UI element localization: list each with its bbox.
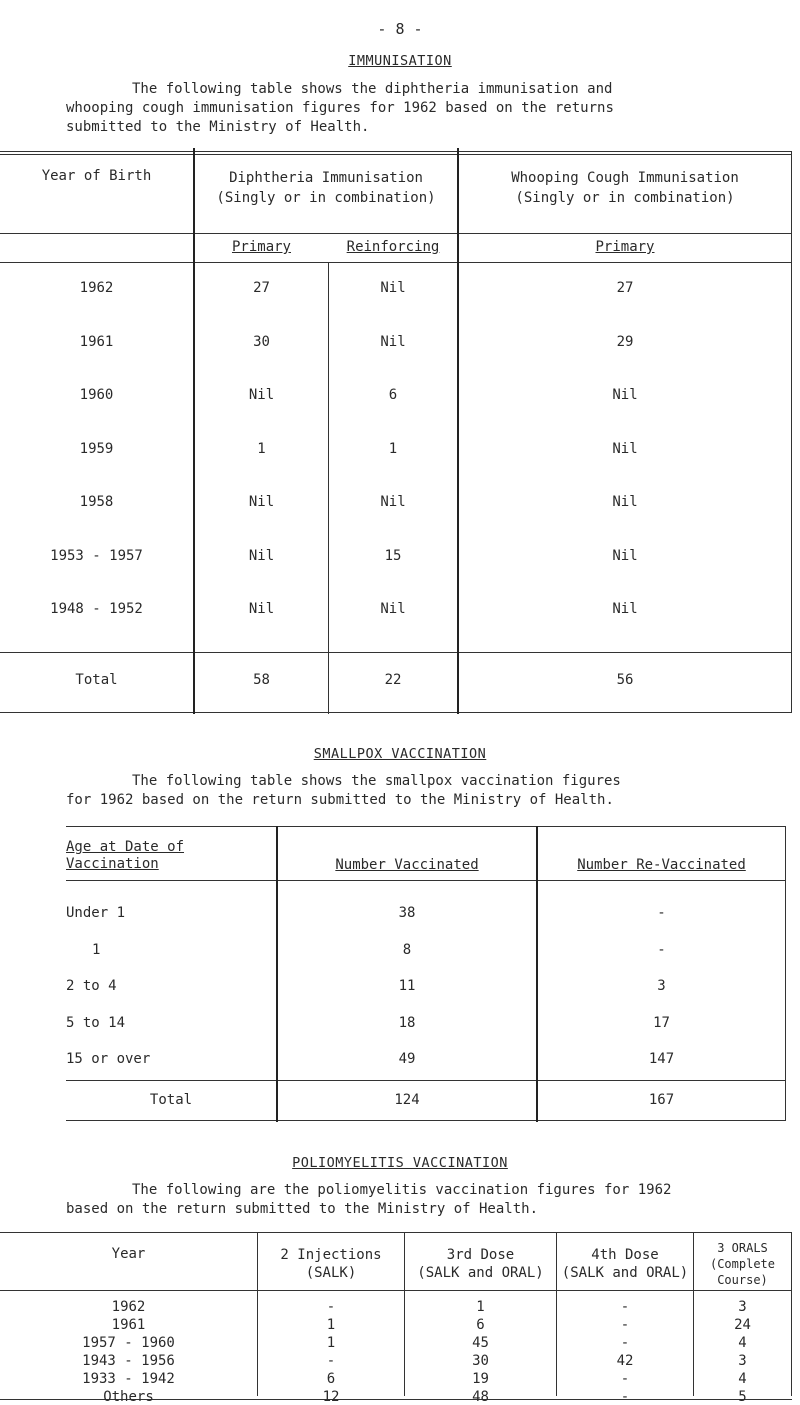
imm-row-reinforcing: 15 [384,548,402,564]
immunisation-heading: IMMUNISATION [348,53,452,69]
polio-row-orals: 24 [734,1317,751,1333]
sp-row-revacc: - [657,942,666,958]
imm-rule-top-2 [0,154,792,155]
imm-total-primary: 58 [253,672,270,688]
imm-col-whoop-line-1: Whooping Cough Immunisation [511,170,739,186]
sp-total-label: Total [149,1092,193,1108]
sp-row-age: 5 to 14 [66,1015,126,1031]
polio-col-3rd-line-2: (SALK and ORAL) [417,1265,544,1281]
imm-rule-bottom [0,712,792,713]
sp-row-age: 15 or over [66,1051,151,1067]
polio-col-orals-line-2: (Complete [709,1257,776,1271]
imm-vrule-4 [791,152,792,712]
sp-rule-bottom [66,1120,786,1121]
polio-intro-line-1: The following are the poliomyelitis vaccination figures for 1962 [132,1182,672,1198]
sp-row-vacc: 8 [402,942,412,958]
polio-col-orals-line-3: Course) [717,1273,768,1287]
immunisation-intro-line-2: whooping cough immunisation figures for 1962 based on the returns [66,100,614,116]
polio-col-inj-line-1: 2 Injections [280,1247,382,1263]
imm-row-year: 1959 [79,441,114,457]
imm-vrule-1 [193,148,195,714]
imm-col-whoop-line-2: (Singly or in combination) [515,190,735,206]
imm-rule-header [0,233,792,234]
imm-row-year: 1948 - 1952 [50,601,143,617]
imm-row-year: 1962 [79,280,114,296]
imm-row-primary: Nil [248,601,275,617]
imm-col-whoop [459,168,791,208]
imm-row-reinforcing: 6 [388,387,398,403]
sp-row-age: 1 [92,942,101,958]
immunisation-intro-line-1: The following table shows the diphtheria immunisation and [132,81,613,97]
polio-row-year: 1962 [111,1299,146,1315]
sp-row-vacc: 38 [398,905,416,921]
imm-total-reinforcing: 22 [384,672,402,688]
polio-row-3rd: 1 [476,1299,485,1315]
imm-total-label: Total [75,672,118,688]
sp-col-age [66,839,276,873]
polio-row-4th: - [620,1335,630,1351]
imm-row-whoop: Nil [612,548,638,564]
polio-col-3rd-line-1: 3rd Dose [446,1247,515,1263]
polio-row-orals: 4 [738,1335,747,1351]
polio-rule-header [0,1290,792,1291]
smallpox-intro [66,772,786,810]
imm-row-primary: Nil [248,548,275,564]
sp-vrule-3 [785,826,786,1120]
imm-row-primary: 30 [253,334,270,350]
polio-row-orals: 4 [738,1371,747,1387]
imm-row-year: 1960 [79,387,114,403]
imm-col-diph-line-2: (Singly or in combination) [216,190,436,206]
polio-col-4th [557,1246,693,1282]
sp-row-vacc: 49 [398,1051,416,1067]
imm-rule-top [0,151,792,152]
polio-row-3rd: 48 [472,1389,489,1405]
imm-col-diph [195,168,457,208]
polio-row-inj: 12 [322,1389,340,1405]
imm-rule-sub [0,262,792,263]
immunisation-intro [66,80,786,137]
smallpox-heading: SMALLPOX VACCINATION [313,746,487,762]
imm-rule-total [0,652,792,653]
imm-row-primary: 27 [253,280,270,296]
sp-rule-header [66,880,786,881]
imm-row-whoop: 29 [616,334,634,350]
polio-row-3rd: 19 [472,1371,489,1387]
sp-row-vacc: 18 [398,1015,416,1031]
sp-row-revacc: 17 [653,1015,670,1031]
polio-col-inj [258,1246,404,1282]
imm-sub-primary: Primary [231,239,291,255]
polio-rule-top [0,1232,792,1233]
sp-row-revacc: - [657,905,666,921]
polio-col-4th-line-2: (SALK and ORAL) [561,1265,689,1281]
polio-col-inj-line-2: (SALK) [305,1265,357,1281]
imm-row-reinforcing: 1 [388,441,398,457]
polio-col-orals-line-1: 3 ORALS [717,1241,768,1255]
polio-intro [66,1181,796,1219]
polio-row-3rd: 30 [472,1353,489,1369]
imm-row-year: 1961 [79,334,114,350]
polio-col-year: Year [111,1246,146,1262]
polio-row-4th: 42 [616,1353,634,1369]
polio-row-3rd: 45 [472,1335,489,1351]
polio-vrule-5 [791,1232,792,1396]
imm-total-whoop: 56 [616,672,634,688]
sp-col-revacc: Number Re-Vaccinated [577,857,746,873]
imm-row-whoop: Nil [612,441,638,457]
polio-row-inj: - [326,1299,336,1315]
sp-total-revacc: 167 [648,1092,675,1108]
imm-vrule-2 [328,262,329,714]
imm-sub-primary-2: Primary [595,239,655,255]
sp-rule-total [66,1080,786,1081]
sp-total-vacc: 124 [394,1092,420,1108]
sp-row-age: 2 to 4 [66,978,117,994]
sp-col-age-line-1: Age at Date of [66,839,185,855]
imm-col-diph-line-1: Diphtheria Immunisation [229,170,423,186]
imm-row-reinforcing: Nil [380,280,406,296]
polio-row-orals: 5 [738,1389,747,1405]
polio-row-year: Others [103,1389,154,1405]
imm-row-whoop: Nil [612,601,638,617]
immunisation-intro-line-3: submitted to the Ministry of Health. [66,119,370,135]
polio-row-inj: 1 [326,1317,336,1333]
imm-row-year: 1958 [79,494,114,510]
polio-row-inj: - [326,1353,336,1369]
polio-row-4th: - [620,1317,630,1333]
polio-row-year: 1961 [111,1317,146,1333]
polio-row-year: 1943 - 1956 [82,1353,175,1369]
polio-row-orals: 3 [738,1299,747,1315]
imm-row-year: 1953 - 1957 [50,548,143,564]
sp-rule-top [66,826,786,827]
imm-row-whoop: Nil [612,387,638,403]
sp-row-age: Under 1 [66,905,126,921]
imm-row-primary: Nil [248,494,275,510]
page-number: - 8 - [377,20,423,38]
polio-row-4th: - [620,1371,630,1387]
imm-row-reinforcing: Nil [380,334,406,350]
imm-row-whoop: Nil [612,494,638,510]
sp-row-vacc: 11 [398,978,416,994]
polio-intro-line-2: based on the return submitted to the Ministry of Health. [66,1201,539,1217]
polio-heading: POLIOMYELITIS VACCINATION [292,1155,508,1171]
polio-row-inj: 6 [326,1371,336,1387]
polio-col-3rd [405,1246,556,1282]
sp-row-revacc: 147 [648,1051,675,1067]
polio-row-orals: 3 [738,1353,747,1369]
imm-row-whoop: 27 [616,280,634,296]
imm-row-reinforcing: Nil [380,494,406,510]
imm-row-primary: Nil [248,387,275,403]
polio-col-4th-line-1: 4th Dose [591,1247,659,1263]
polio-row-year: 1957 - 1960 [82,1335,175,1351]
imm-vrule-3 [457,148,459,714]
sp-row-revacc: 3 [657,978,666,994]
polio-row-3rd: 6 [476,1317,485,1333]
sp-col-age-line-2: Vaccination [66,856,159,872]
polio-row-year: 1933 - 1942 [82,1371,175,1387]
imm-col-year: Year of Birth [41,168,152,184]
polio-col-orals [694,1240,791,1288]
smallpox-intro-line-2: for 1962 based on the return submitted to the Ministry of Health. [66,792,614,808]
sp-col-vacc: Number Vaccinated [335,857,479,873]
smallpox-intro-line-1: The following table shows the smallpox vaccination figures [132,773,621,789]
imm-row-primary: 1 [257,441,266,457]
imm-row-reinforcing: Nil [380,601,406,617]
polio-row-4th: - [620,1299,630,1315]
imm-sub-reinforcing: Reinforcing [346,239,440,255]
polio-row-4th: - [620,1389,630,1405]
polio-row-inj: 1 [326,1335,336,1351]
